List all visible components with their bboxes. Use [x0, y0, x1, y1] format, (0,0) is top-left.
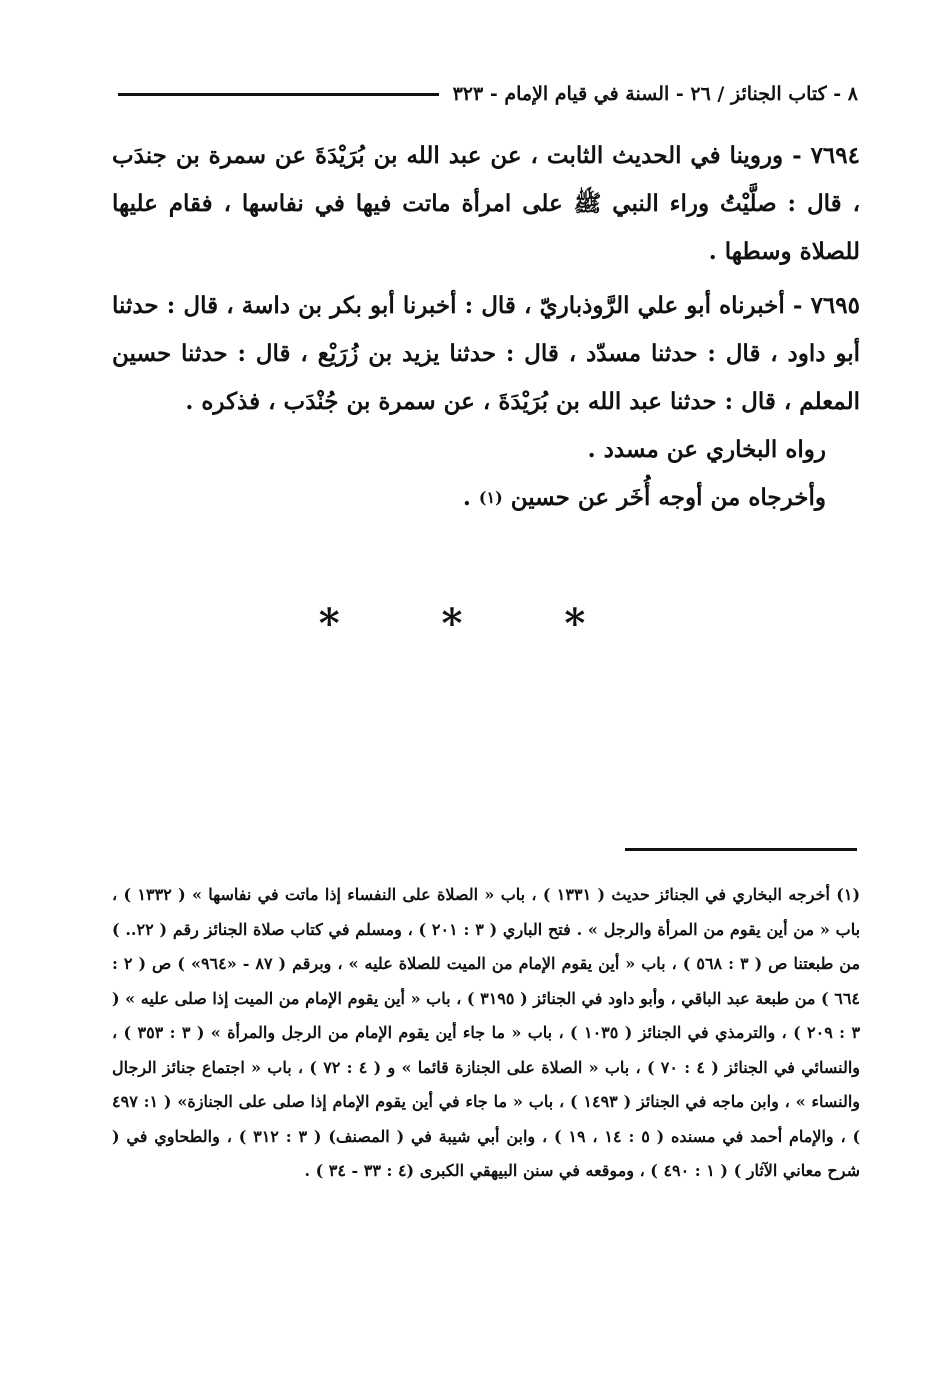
footnote-rule: [625, 848, 857, 851]
header-rule: [118, 93, 439, 96]
footnotes: [112, 878, 860, 1189]
header-title: ٨ - كتاب الجنائز / ٢٦ - السنة في قيام الإمام - ٣٢٣: [452, 83, 858, 105]
footnote-1: (١) أخرجه البخاري في الجنائز حديث ( ١٣٣١ ) ، باب « الصلاة على النفساء إذا ماتت في نفاسها » ( ١٣٣٢ ) ، باب « من أين يقوم من المرأة والرجل » . فتح الباري ( ٣ : ٢٠١ ) ، ومسلم في كتاب صلاة الجنائز رقم ( ٢٢.. ) من طبعتنا ص ( ٣ : ٥٦٨ ) ، باب « أين يقوم الإمام من الميت للصلاة عليه » ، وبرقم ( ٨٧ - «٩٦٤» ) ص ( ٢ : ٦٦٤ ) من طبعة عبد الباقي ، وأبو داود في الجنائز ( ٣١٩٥ ) ، باب « أين يقوم الإمام من الميت إذا صلى عليه » ( ٣ : ٢٠٩ ) ، والترمذي في الجنائز ( ١٠٣٥ ) ، باب « ما جاء أين يقوم الإمام من الرجل والمرأة » ( ٣ : ٣٥٣ ) ، والنسائي في الجنائز ( ٤ : ٧٠ ) ، باب « الصلاة على الجنازة قائما » و ( ٤ : ٧٢ ) ، باب « اجتماع جنائز الرجال والنساء » ، وابن ماجه في الجنائز ( ١٤٩٣ ) ، باب « ما جاء في أين يقوم الإمام إذا صلى على الجنازة» ( ١: ٤٩٧ ) ، والإمام أحمد في مسنده ( ٥ : ١٤ ، ١٩ ) ، وابن أبي شيبة في ( المصنف) ( ٣ : ٣١٢ ) ، والطحاوي في ( شرح معاني الآثار ) ( ١ : ٤٩٠ ) ، وموقعه في سنن البيهقي الكبرى (٤ : ٣٣ - ٣٤ ) .: [112, 885, 861, 1180]
hadith-7694: ٧٦٩٤ - وروينا في الحديث الثابت ، عن عبد الله بن بُرَيْدَةَ عن سمرة بن جندَب ، قال : صلَّيْتُ وراء النبي ﷺ على امرأة ماتت فيها في نفاسها ، فقام عليها للصلاة وسطها .: [112, 142, 860, 265]
footnote-reference[interactable]: (١): [478, 488, 503, 507]
section-separator-stars: * * *: [318, 600, 630, 647]
hadith-7695: ٧٦٩٥ - أخبرناه أبو علي الرَّوذباريّ ، قال : أخبرنا أبو بكر بن داسة ، قال : حدثنا أبو داود ، قال : حدثنا مسدّد ، قال : حدثنا يزيد بن زُرَيْع ، قال : حدثنا حسين المعلم ، قال : حدثنا عبد الله بن بُرَيْدَةَ ، عن سمرة بن جُنْدَب ، فذكره .: [112, 292, 860, 415]
extraction-end: .: [462, 484, 471, 511]
running-header: [118, 74, 858, 114]
main-text: [112, 132, 860, 522]
narration-line: رواه البخاري عن مسدد .: [587, 436, 826, 463]
extraction-text: وأخرجاه من أوجه أُخَر عن حسين: [510, 484, 826, 511]
extraction-line: [112, 474, 860, 522]
